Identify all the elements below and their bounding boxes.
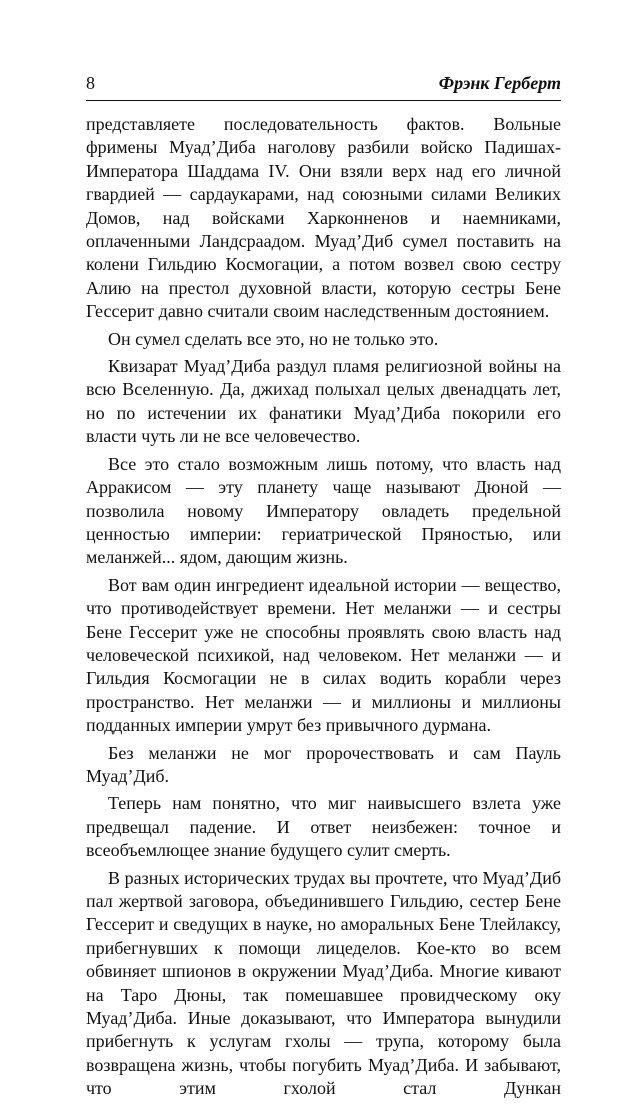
paragraph: Все это стало возможным лишь потому, что власть над Арракисом — эту планету чаще называют Дюной — позволила новому Императору овладеть предельной ценностью империи: гериатрической Пряностью, или меланжей... ядом, дающим жизнь. <box>86 453 561 568</box>
paragraph: Вот вам один ингредиент идеальной истории — вещество, что противодействует времени. Нет меланжи — и сестры Бене Гессерит уже не способны проявлять свою власть над человеческой психикой, над человеком. Нет меланжи — и Гильдия Космогации не в силах водить корабли через пространство. Нет меланжи — и миллионы и миллионы подданных империи умрут без привычного дурмана. <box>86 574 561 736</box>
paragraph: представляете последовательность фактов. Вольные фримены Муад’Диба наголову разбили войско Падишах-Императора Шаддама IV. Они взяли верх над его личной гвардией — сардаукарами, над союзными силами Великих Домов, над войсками Харконненов и наемниками, оплаченными Ландсраадом. Муад’Диб сумел поставить на колени Гильдию Космогации, а потом возвел свою сестру Алию на престол духовной власти, которую сестры Бене Гессерит давно считали своим наследственным достоянием. <box>86 114 561 322</box>
paragraph: В разных исторических трудах вы прочтете, что Муад’Диб пал жертвой заговора, объединившего Гильдию, сестер Бене Гессерит и сведущих в науке, но аморальных Бене Тлейлаксу, прибегнувших к помощи лицеделов. Кое-кто во всем обвиняет шпионов в окружении Муад’Диба. Многие кивают на Таро Дюны, так помешавшее провидческому оку Муад’Диба. Иные доказывают, что Императора вынудили прибегнуть к услугам гхолы — трупа, которому была возвращена жизнь, чтобы погубить Муад’Диба. И забывают, что этим гхолой стал Дункан <box>86 867 561 1099</box>
page-number: 8 <box>86 73 95 93</box>
running-head-author: Фрэнк Герберт <box>438 73 561 93</box>
paragraph: Без меланжи не мог пророчествовать и сам Пауль Муад’Диб. <box>86 742 561 786</box>
paragraph: Он сумел сделать все это, но не только это. <box>108 328 439 349</box>
paragraph: Квизарат Муад’Диба раздул пламя религиозной войны на всю Вселенную. Да, джихад полыхал целых двенадцать лет, но по истечении их фанатики Муад’Диба покорили его власти чуть ли не все человечество. <box>86 356 561 447</box>
page-header <box>86 70 561 96</box>
header-rule <box>86 100 561 101</box>
body-text <box>86 113 561 1105</box>
paragraph: Теперь нам понятно, что миг наивысшего взлета уже предвещал падение. И ответ неизбежен: точное и всеобъемлющее знание будущего сулит смерть. <box>86 793 561 861</box>
